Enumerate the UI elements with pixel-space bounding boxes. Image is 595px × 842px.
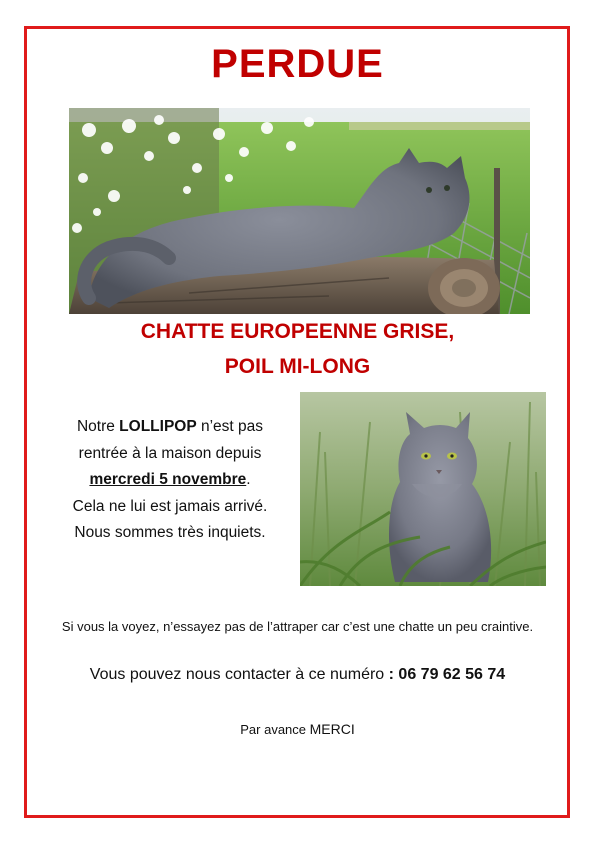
contact-label: Vous pouvez nous contacter à ce numéro (89, 666, 385, 683)
thanks-line (0, 721, 595, 737)
poster-title: PERDUE (211, 42, 384, 86)
story-line-2: rentrée à la maison depuis (78, 444, 262, 462)
story-line-1-suffix: n’est pas (196, 418, 264, 435)
story-line-1 (40, 414, 300, 441)
contact-colon: : (384, 666, 399, 683)
breed-description-line1: CHATTE EUROPEENNE GRISE, (140, 320, 455, 343)
thanks-prefix: Par avance (240, 722, 310, 737)
cat-name: LOLLIPOP (119, 418, 197, 435)
story-text (40, 414, 300, 547)
contact-line (0, 666, 595, 684)
thanks-word: MERCI (309, 721, 355, 737)
story-line-3 (40, 467, 300, 494)
cat-photo-lying (69, 108, 530, 314)
cat-photo-sitting (300, 392, 546, 586)
advice-text: Si vous la voyez, n’essayez pas de l’attraper car c’est une chatte un peu craintive. (61, 619, 534, 634)
story-line-4: Cela ne lui est jamais arrivé. (72, 497, 268, 515)
breed-description-line2: POIL MI-LONG (224, 355, 371, 378)
story-line-1-prefix: Notre (76, 418, 120, 435)
missing-date: mercredi 5 novembre (89, 471, 247, 488)
story-line-3-suffix: . (246, 471, 251, 488)
story-line-5: Nous sommes très inquiets. (74, 524, 266, 541)
phone-number: 06 79 62 56 74 (398, 666, 506, 683)
